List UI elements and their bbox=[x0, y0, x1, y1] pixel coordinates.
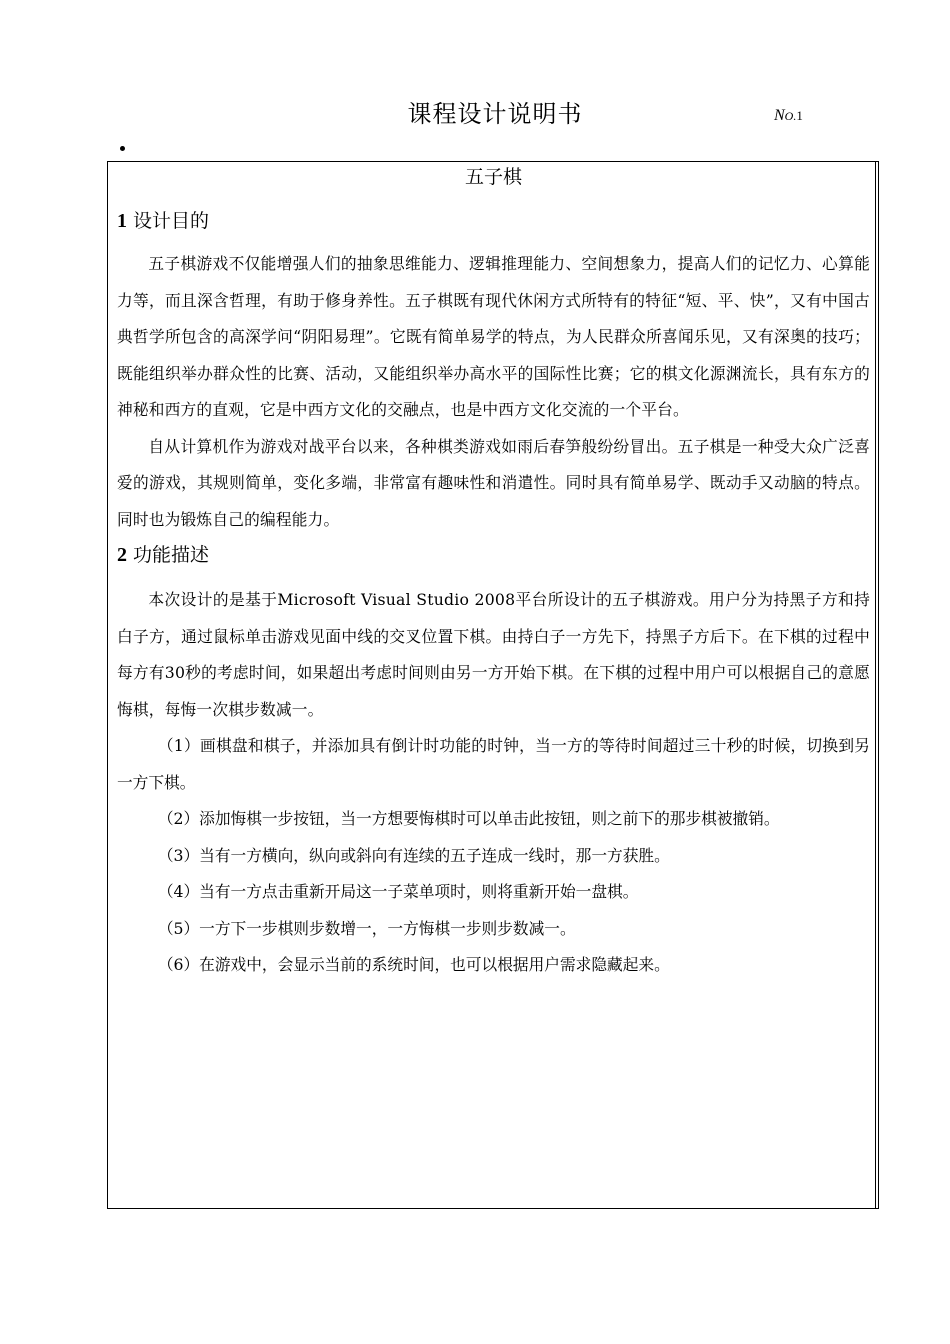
section-number: 2 bbox=[117, 544, 127, 566]
paragraph: 五子棋游戏不仅能增强人们的抽象思维能力、逻辑推理能力、空间想象力，提高人们的记忆力、心算能力等，而且深含哲理，有助于修身养性。五子棋既有现代休闲方式所特有的特征“短、平、快”，又有中国古典哲学所包含的高深学问“阴阳易理”。它既有简单易学的特点，为人民群众所喜闻乐见，又有深奥的技巧；既能组织举办群众性的比赛、活动，又能组织举办高水平的国际性比赛；它的棋文化源渊流长，具有东方的神秘和西方的直观，它是中西方文化的交融点，也是中西方文化交流的一个平台。 bbox=[117, 254, 870, 419]
page-number bbox=[774, 107, 803, 125]
content-body bbox=[117, 162, 870, 984]
section-title: 设计目的 bbox=[133, 210, 210, 232]
content-frame bbox=[107, 161, 879, 1209]
list-item: （6）在游戏中，会显示当前的系统时间，也可以根据用户需求隐藏起来。 bbox=[157, 955, 670, 974]
list-item: （2）添加悔棋一步按钮，当一方想要悔棋时可以单击此按钮，则之前下的那步棋被撤销。 bbox=[157, 809, 780, 828]
page-number-sub: O. bbox=[784, 109, 797, 123]
document-subtitle: 五子棋 bbox=[464, 166, 522, 188]
section-number: 1 bbox=[117, 210, 127, 232]
list-item: （4）当有一方点击重新开局这一子菜单项时，则将重新开始一盘棋。 bbox=[157, 882, 639, 901]
section-heading-features bbox=[117, 538, 870, 572]
page-number-value: 1 bbox=[796, 108, 803, 123]
page-number-prefix: N bbox=[774, 107, 785, 124]
document-title: 课程设计说明书 bbox=[407, 100, 583, 128]
list-item: （5）一方下一步棋则步数增一，一方悔棋一步则步数减一。 bbox=[157, 918, 576, 938]
paragraph: 本次设计的是基于Microsoft Visual Studio 2008平台所设计的五子棋游戏。用户分为持黑子方和持白子方，通过鼠标单击游戏见面中线的交叉位置下棋。由持白子一方先下，持黑子方后下。在下棋的过程中每方有30秒的考虑时间，如果超出考虑时间则由另一方开始下棋。在下棋的过程中用户可以根据自己的意愿悔棋，每悔一次棋步数减一。 bbox=[117, 590, 870, 719]
list-item: （3）当有一方横向，纵向或斜向有连续的五子连成一线时，那一方获胜。 bbox=[157, 845, 670, 865]
bullet-dot bbox=[120, 146, 125, 151]
section-title: 功能描述 bbox=[133, 544, 210, 566]
section-heading-purpose bbox=[117, 204, 870, 238]
paragraph: 自从计算机作为游戏对战平台以来，各种棋类游戏如雨后春笋般纷纷冒出。五子棋是一种受大众广泛喜爱的游戏，其规则简单，变化多端，非常富有趣味性和消遣性。同时具有简单易学、既动手又动脑的特点。同时也为锻炼自己的编程能力。 bbox=[117, 436, 870, 529]
list-item: （1）画棋盘和棋子，并添加具有倒计时功能的时钟，当一方的等待时间超过三十秒的时候，切换到另一方下棋。 bbox=[117, 736, 870, 792]
